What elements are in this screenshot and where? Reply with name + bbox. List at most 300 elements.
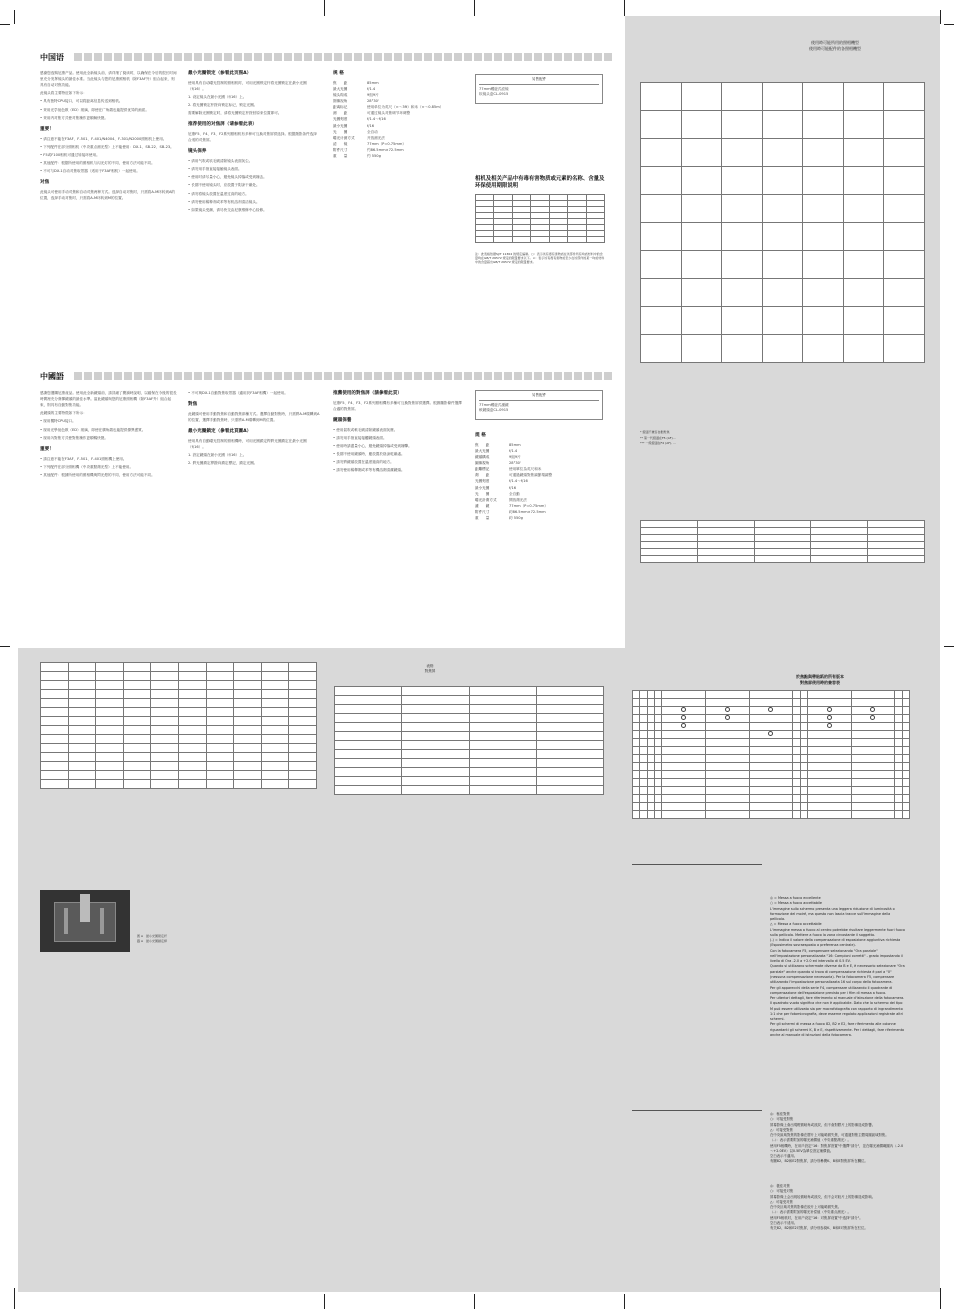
- table-cell: [811, 535, 868, 542]
- table-cell: [640, 811, 647, 819]
- table-cell: [151, 771, 179, 780]
- legend-line: L'immagine sullo schermo presenta una leggera riduzione di luminosità o formazione del moiré, ma questo non lascia tracce sull'immagine della pellicola.: [770, 906, 895, 922]
- table-row: [641, 251, 925, 279]
- table-cell: [902, 779, 909, 787]
- figure-caption: 圖 A 最小光圈鎖定桿: [137, 938, 168, 943]
- table-cell: [807, 811, 851, 819]
- table-cell: [96, 717, 124, 726]
- table-cell: [68, 735, 96, 744]
- table-cell: [151, 699, 179, 708]
- table-cell: [807, 715, 851, 723]
- table-cell: [654, 803, 661, 811]
- table-cell: [662, 723, 706, 731]
- aperture-lock-release: 需要解除光圈锁定时，请将光圈锁定杆拨回原来位置即可。: [188, 111, 282, 116]
- table-cell: [402, 741, 469, 750]
- table-cell: [803, 251, 844, 279]
- table-cell: [811, 521, 868, 528]
- right-panel-title: [780, 40, 890, 53]
- table-cell: [851, 771, 895, 779]
- care-item: • 请勿将镜头放置在温度过高的地方。: [188, 191, 320, 197]
- camera-compat-table: [640, 82, 925, 363]
- table-cell: [549, 237, 567, 243]
- table-cell: [762, 167, 803, 195]
- care-item: • 長期不使用鏡頭時，應放置於陰涼乾燥處。: [333, 451, 465, 457]
- care-item: • 请勿用手指直接接触镜头表面。: [188, 166, 320, 172]
- table-cell: [96, 690, 124, 699]
- table-cell: [647, 763, 654, 771]
- table-cell: [633, 771, 640, 779]
- table-row: [335, 777, 604, 786]
- table-row: [641, 535, 925, 542]
- table-cell: [41, 690, 69, 699]
- table-cell: [289, 726, 317, 735]
- table-cell: [640, 779, 647, 787]
- table-cell: [469, 759, 536, 768]
- table-cell: [234, 780, 262, 789]
- table-cell: [803, 139, 844, 167]
- table-cell: [206, 762, 234, 771]
- table-row: [633, 707, 910, 715]
- table-cell: [469, 723, 536, 732]
- bottom-right-title-line: 對焦屏使用時的兼容表: [800, 680, 840, 685]
- aperture-lock-heading: 最小光圈鎖定（參看此頁圖A）: [188, 429, 252, 435]
- table-cell: [402, 750, 469, 759]
- table-row: [641, 307, 925, 335]
- spec-value: 85mm: [509, 442, 521, 447]
- table-cell: [178, 771, 206, 780]
- table-cell: [647, 811, 654, 819]
- bottom-right-title-line: 於焦點與帶貼紙的所有版本: [796, 674, 844, 679]
- table-row: [641, 195, 925, 223]
- table-cell: [803, 223, 844, 251]
- spec-value: 全自动: [367, 129, 378, 134]
- table-cell: [662, 707, 706, 715]
- table-cell: [793, 731, 800, 739]
- table-cell: [234, 708, 262, 717]
- table-cell: [762, 335, 803, 363]
- compat-mark-icon: [827, 707, 832, 712]
- table-cell: [654, 723, 661, 731]
- table-cell: [662, 803, 706, 811]
- table-cell: [151, 735, 179, 744]
- table-cell: [800, 691, 807, 699]
- table-cell: [234, 771, 262, 780]
- table-cell: [803, 83, 844, 111]
- table-cell: [705, 803, 749, 811]
- spec-label: 最大光圈: [475, 448, 490, 453]
- table-cell: [641, 251, 682, 279]
- table-cell: [178, 762, 206, 771]
- table-cell: [206, 780, 234, 789]
- table-cell: [289, 672, 317, 681]
- table-cell: [722, 83, 763, 111]
- table-cell: [851, 707, 895, 715]
- table-cell: [800, 699, 807, 707]
- spec-label: 最大光圈: [333, 86, 348, 91]
- table-cell: [654, 731, 661, 739]
- table-cell: [68, 672, 96, 681]
- care-item: • 請勿用手指直接接觸鏡頭表面。: [333, 435, 465, 441]
- table-row: [633, 731, 910, 739]
- spec-value: f/1.4～f/16: [367, 117, 386, 122]
- aperture-lock-step: 1. 设定镜头在最小光圈（f/16）上。: [188, 95, 247, 100]
- table-cell: [807, 755, 851, 763]
- table-cell: [178, 735, 206, 744]
- table-cell: [151, 753, 179, 762]
- important-item: • 下列配件在部分照相机（中央重点测光型）上不能使用：DX-1、SB-22、SB-23。: [40, 144, 178, 150]
- table-cell: [902, 787, 909, 795]
- care-item: • 如果镜头受潮，请尽快交由尼康维修中心检修。: [188, 207, 320, 213]
- feature-item: • 採用內對焦方式使對焦操作更順暢快捷。: [40, 435, 178, 441]
- table-cell: [68, 762, 96, 771]
- table-cell: [807, 779, 851, 787]
- table-cell: [843, 279, 884, 307]
- table-row: [641, 528, 925, 535]
- table-row: [41, 672, 317, 681]
- table-cell: [536, 687, 603, 696]
- table-cell: [633, 779, 640, 787]
- focus-paragraph: 此鏡頭可使用手動對焦和自動對焦兩種方式。選擇自動對焦時，只需將A-M環轉到A的位置，選擇手動對焦時，只需將A-M環轉到M的位置。: [188, 411, 320, 423]
- title-arrow-bar: [74, 53, 614, 61]
- important-item: • 请注意不能在F3AF、F-501、F-401/N4004、F-301/N2000照相机上使用。: [40, 136, 178, 142]
- table-cell: [123, 762, 151, 771]
- table-cell: [895, 731, 902, 739]
- table-cell: [868, 535, 925, 542]
- table-cell: [641, 335, 682, 363]
- table-cell: [261, 717, 289, 726]
- table-cell: [289, 780, 317, 789]
- table-cell: [807, 739, 851, 747]
- spec-value: 開放測光法: [509, 497, 527, 502]
- table-cell: [536, 696, 603, 705]
- table-cell: [641, 556, 698, 563]
- spec-value: f/1.4～f/16: [509, 479, 528, 484]
- table-cell: [640, 699, 647, 707]
- table-cell: [851, 755, 895, 763]
- crop-mark: [324, 0, 325, 16]
- table-cell: [536, 741, 603, 750]
- table-cell: [96, 762, 124, 771]
- table-cell: [335, 786, 402, 795]
- accessory-item: 77mm螺旋式濾鏡: [479, 403, 509, 408]
- table-cell: [811, 528, 868, 535]
- table-cell: [654, 747, 661, 755]
- spec-value: 約 550g: [509, 516, 523, 521]
- focusing-screen-table: [334, 686, 604, 795]
- table-cell: [206, 699, 234, 708]
- table-cell: [469, 786, 536, 795]
- spec-label: 附件尺寸: [475, 510, 490, 514]
- legend-line: Il quadrato vuoto significa che non è applicabile. Dato che lo schermo del tipo M può essere utilizzato sia per macrofotografia con rapporto di ingrandimento 1:1 che per fotomicrografia, deve esserne regolato applicazioni registrate altri schermi.: [770, 1001, 903, 1022]
- table-cell: [851, 763, 895, 771]
- table-cell: [633, 763, 640, 771]
- table-cell: [234, 690, 262, 699]
- table-cell: [681, 167, 722, 195]
- table-cell: [697, 528, 754, 535]
- table-cell: [902, 715, 909, 723]
- care-item: • 使用時請盡量小心，避免鏡頭掉落或受到撞擊。: [333, 443, 465, 449]
- table-cell: [851, 747, 895, 755]
- title-arrow-bar: [74, 372, 614, 380]
- table-cell: [640, 755, 647, 763]
- feature-item: • 採用獨特CPU接口。: [40, 418, 178, 424]
- table-cell: [68, 717, 96, 726]
- table-cell: [402, 723, 469, 732]
- table-cell: [68, 699, 96, 708]
- table-cell: [586, 237, 604, 243]
- table-cell: [681, 111, 722, 139]
- table-cell: [843, 167, 884, 195]
- table-cell: [261, 690, 289, 699]
- table-cell: [749, 747, 793, 755]
- table-cell: [261, 762, 289, 771]
- table-cell: [123, 699, 151, 708]
- table-cell: [705, 707, 749, 715]
- table-cell: [793, 787, 800, 795]
- table-cell: [662, 747, 706, 755]
- table-cell: [41, 672, 69, 681]
- compat-mark-icon: [768, 707, 773, 712]
- table-cell: [178, 699, 206, 708]
- table-cell: [41, 699, 69, 708]
- table-cell: [895, 691, 902, 699]
- table-cell: [402, 777, 469, 786]
- table-cell: [800, 771, 807, 779]
- compat-mark-icon: [725, 715, 730, 720]
- table-cell: [654, 771, 661, 779]
- table-cell: [261, 672, 289, 681]
- spec-value: 28°30': [509, 461, 521, 466]
- table-cell: [335, 714, 402, 723]
- table-cell: [722, 307, 763, 335]
- important-heading: 重要！: [40, 126, 54, 132]
- crop-mark: [940, 1288, 941, 1309]
- table-cell: [536, 768, 603, 777]
- table-cell: [662, 715, 706, 723]
- table-cell: [793, 803, 800, 811]
- table-cell: [647, 707, 654, 715]
- table-cell: [895, 771, 902, 779]
- table-cell: [96, 663, 124, 672]
- table-cell: [640, 747, 647, 755]
- table-cell: [884, 111, 925, 139]
- legend-line: ○ = Messa a fuoco accettabile: [770, 901, 822, 906]
- table-row: [641, 521, 925, 528]
- table-row: [41, 753, 317, 762]
- table-cell: [206, 672, 234, 681]
- table-row: [633, 715, 910, 723]
- table-cell: [807, 747, 851, 755]
- table-cell: [654, 691, 661, 699]
- table-cell: [151, 762, 179, 771]
- table-cell: [803, 111, 844, 139]
- table-cell: [234, 681, 262, 690]
- table-cell: [811, 542, 868, 549]
- table-cell: [800, 755, 807, 763]
- table-cell: [178, 708, 206, 717]
- table-cell: [654, 715, 661, 723]
- table-cell: [843, 83, 884, 111]
- table-cell: [803, 195, 844, 223]
- toxic-substance-title: 相机及相关产品中有毒有害物质或元素的名称、含量及环保使用期限说明: [475, 176, 605, 190]
- table-cell: [662, 795, 706, 803]
- spec-label: 光圈刻度: [333, 117, 348, 122]
- table-cell: [536, 759, 603, 768]
- table-cell: [641, 111, 682, 139]
- table-cell: [647, 715, 654, 723]
- table-cell: [851, 779, 895, 787]
- table-row: [335, 732, 604, 741]
- table-cell: [640, 787, 647, 795]
- table-cell: [705, 771, 749, 779]
- table-cell: [151, 726, 179, 735]
- table-cell: [641, 223, 682, 251]
- spec-value: 77mm（P=0.75mm）: [509, 503, 548, 508]
- table-cell: [647, 691, 654, 699]
- table-cell: [289, 762, 317, 771]
- table-cell: [234, 753, 262, 762]
- spec-label: 焦 距: [475, 442, 490, 447]
- figure-caption: 图 A 最小光圈锁定杆: [137, 934, 168, 938]
- care-item: • 请用气吹或软毛刷清除镜头表面灰尘。: [188, 158, 320, 164]
- spec-label: 重 量: [333, 154, 348, 159]
- table-cell: [851, 739, 895, 747]
- table-cell: [261, 663, 289, 672]
- legend-line: 空白表示不適用。: [770, 1154, 798, 1159]
- table-cell: [681, 279, 722, 307]
- table-cell: [895, 787, 902, 795]
- table-cell: [793, 795, 800, 803]
- table-cell: [681, 83, 722, 111]
- legend-line: ○：可接受对焦: [770, 1189, 794, 1194]
- table-cell: [895, 739, 902, 747]
- table-cell: [261, 735, 289, 744]
- figure-lens-lever: [80, 894, 90, 922]
- table-cell: [851, 723, 895, 731]
- table-cell: [289, 735, 317, 744]
- table-cell: [647, 795, 654, 803]
- table-cell: [512, 237, 530, 243]
- table-cell: [234, 672, 262, 681]
- table-cell: [851, 787, 895, 795]
- table-row: [41, 762, 317, 771]
- table-cell: [647, 755, 654, 763]
- aperture-lock-step: 2. 将光圈锁定杆拨向锁定标记，锁定光圈。: [188, 103, 258, 108]
- table-cell: [803, 307, 844, 335]
- table-cell: [641, 521, 698, 528]
- table-cell: [705, 763, 749, 771]
- table-cell: [469, 741, 536, 750]
- table-cell: [868, 521, 925, 528]
- care-heading: 鏡頭保養: [333, 418, 352, 424]
- traditional-col-2: [188, 390, 320, 468]
- table-cell: [902, 699, 909, 707]
- table-cell: [754, 535, 811, 542]
- spec-row: [475, 515, 605, 521]
- table-cell: [803, 335, 844, 363]
- table-cell: [633, 731, 640, 739]
- table-cell: [531, 237, 549, 243]
- table-row: [335, 714, 604, 723]
- table-cell: [536, 750, 603, 759]
- figure-a-image: [40, 890, 130, 952]
- table-row: [335, 705, 604, 714]
- table-cell: [662, 731, 706, 739]
- bottom-center-title-line: 對焦屏: [424, 669, 436, 674]
- focus-heading: 对焦: [40, 180, 50, 186]
- table-cell: [884, 251, 925, 279]
- table-cell: [662, 739, 706, 747]
- care-item: • 請勿使用稀釋劑或苯等有機溶劑清潔鏡頭。: [333, 467, 465, 473]
- table-cell: [123, 717, 151, 726]
- table-cell: [261, 708, 289, 717]
- spec-label: 測 距: [475, 473, 490, 478]
- legend-line: 在中央區域對焦的影像在膠片上可能略微失焦，可通過對焦主體周圍區域對焦。: [770, 1133, 889, 1138]
- table-cell: [895, 699, 902, 707]
- table-row: [633, 787, 910, 795]
- focus-heading: 對焦: [188, 402, 198, 408]
- legend-line: (-) = Indica il valore della compensazione di esposizione aggiuntiva richiesta (Esposimetro sovraesposto a preferenza centrale).: [770, 938, 901, 948]
- crop-mark: [940, 10, 941, 24]
- table-cell: [705, 715, 749, 723]
- right-panel-footnotes: [640, 430, 880, 447]
- traditional-col-1: [40, 390, 178, 480]
- table-cell: [705, 723, 749, 731]
- table-cell: [261, 699, 289, 708]
- spec-value: 可通過鏡頭對焦調節環調整: [509, 473, 553, 478]
- table-cell: [289, 681, 317, 690]
- table-cell: [895, 723, 902, 731]
- crop-mark: [474, 0, 475, 16]
- table-row: [633, 739, 910, 747]
- compat-mark-icon: [681, 707, 686, 712]
- care-item: • 使用时请尽量小心，避免镜头掉落或受到撞击。: [188, 174, 320, 180]
- care-item: • 请勿使用稀释剂或苯等有机溶剂清洁镜头。: [188, 199, 320, 205]
- table-cell: [800, 707, 807, 715]
- table-cell: [749, 779, 793, 787]
- table-cell: [722, 139, 763, 167]
- table-cell: [633, 707, 640, 715]
- spec-label: 光 圈: [475, 491, 490, 496]
- compat-mark-icon: [827, 723, 832, 728]
- table-cell: [289, 663, 317, 672]
- table-cell: [68, 780, 96, 789]
- table-row: [633, 795, 910, 803]
- table-row: [41, 708, 317, 717]
- compat-mark-icon: [681, 715, 686, 720]
- care-item: • 长期不使用镜头时，应放置于阴凉干燥处。: [188, 182, 320, 188]
- table-cell: [793, 755, 800, 763]
- table-cell: [807, 771, 851, 779]
- crop-mark: [944, 24, 954, 25]
- important-heading: 重要！: [40, 446, 54, 452]
- table-cell: [234, 744, 262, 753]
- table-cell: [206, 663, 234, 672]
- table-cell: [123, 771, 151, 780]
- table-cell: [96, 672, 124, 681]
- table-cell: [800, 779, 807, 787]
- table-cell: [206, 690, 234, 699]
- table-cell: [662, 691, 706, 699]
- spec-label: 焦 距: [333, 80, 348, 85]
- spec-value: f/16: [509, 485, 517, 490]
- legend-line: Per gli apparecchi della serie F4, compensare utilizzando il quadrante di compensazione dell'esposizione previsto per i film di messa a fuoco.: [770, 985, 893, 995]
- spec-value: 28°30': [367, 99, 379, 104]
- table-cell: [662, 771, 706, 779]
- table-cell: [749, 755, 793, 763]
- table-cell: [895, 803, 902, 811]
- table-cell: [884, 139, 925, 167]
